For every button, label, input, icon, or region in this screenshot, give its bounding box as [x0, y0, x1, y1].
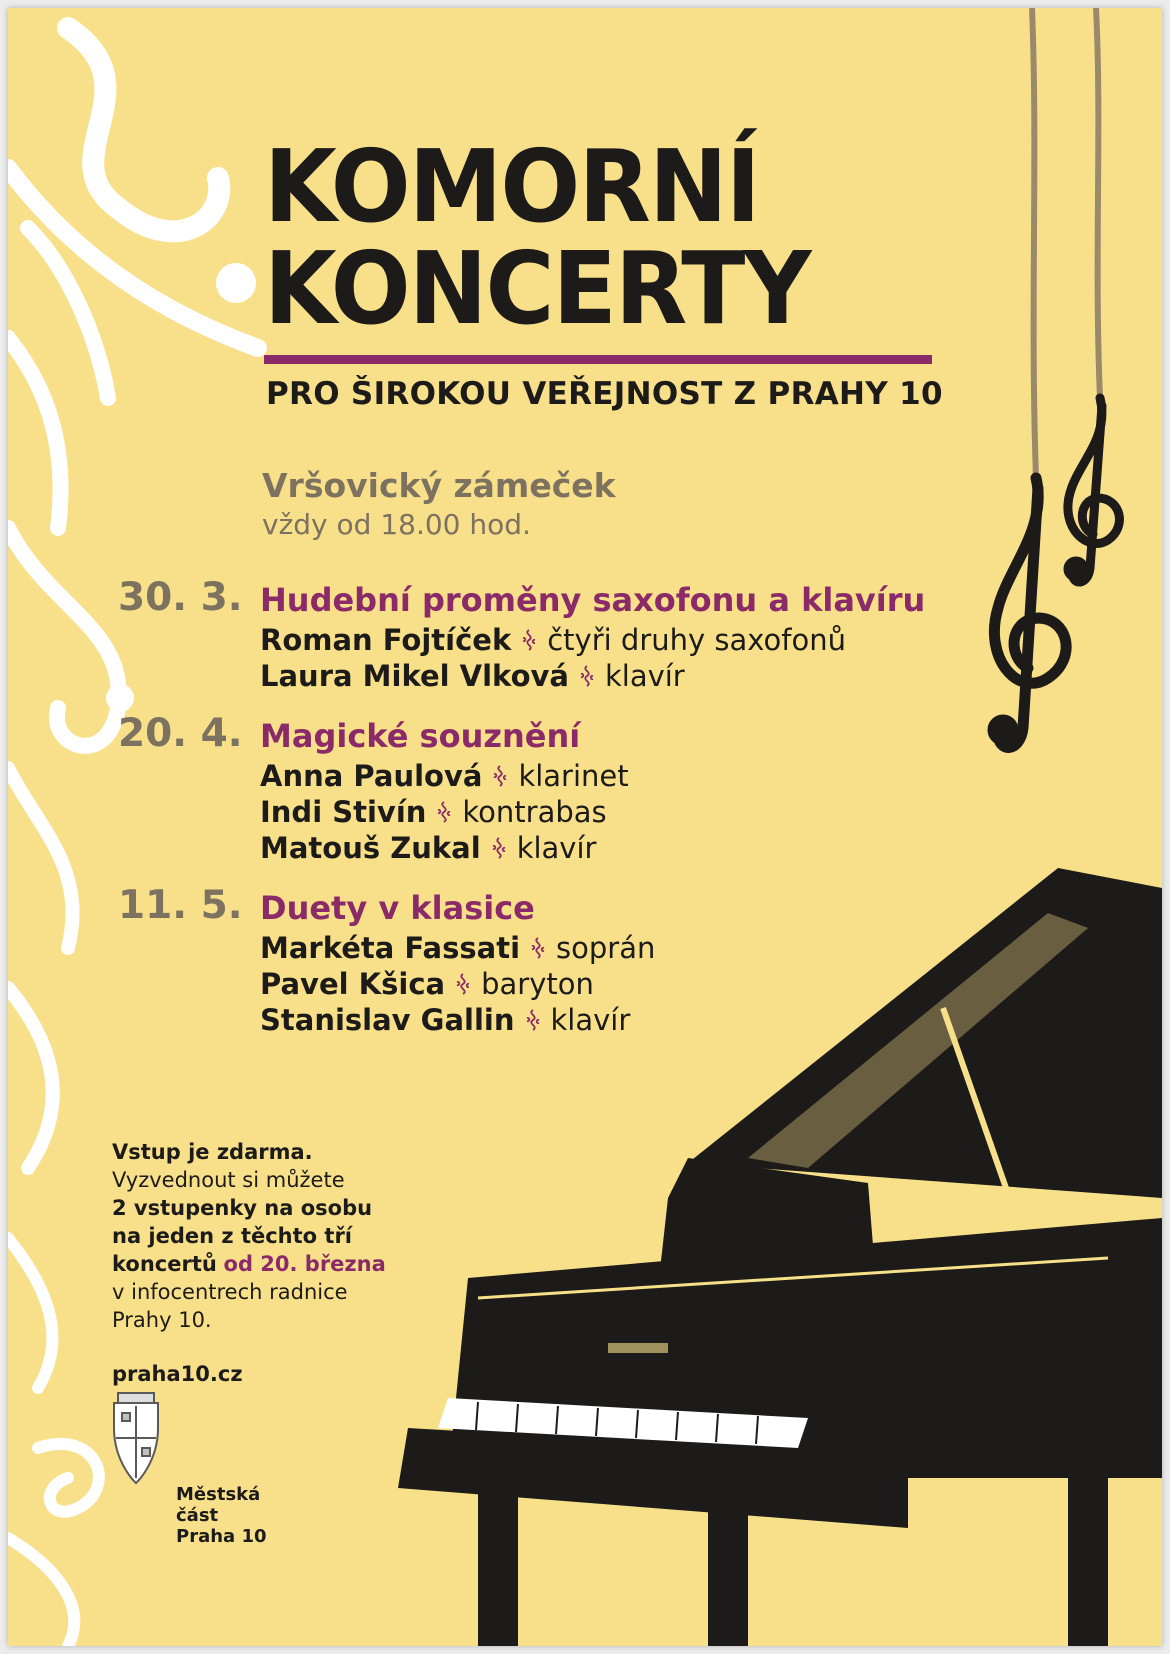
info-line: na jeden z těchto tří — [112, 1224, 352, 1248]
info-highlight-date: od 20. března — [223, 1252, 386, 1276]
performer-name: Anna Paulová — [260, 759, 483, 793]
title-underline — [264, 355, 932, 364]
performer-name: Roman Fojtíček — [260, 623, 512, 657]
district-line: Praha 10 — [176, 1526, 267, 1547]
ornament-flourish-icon — [517, 628, 541, 652]
performer-role: kontrabas — [462, 795, 607, 829]
performer-row — [260, 930, 655, 966]
concert-date: 20. 4. — [118, 711, 243, 756]
performer-role: klavír — [604, 659, 685, 693]
performer-row — [260, 658, 685, 694]
poster-title — [264, 128, 810, 347]
performer-name: Laura Mikel Vlková — [260, 659, 569, 693]
performer-name: Stanislav Gallin — [260, 1003, 515, 1037]
ticket-info — [112, 1138, 412, 1334]
performer-row — [260, 622, 846, 658]
district-line: část — [176, 1505, 219, 1526]
coat-of-arms-icon — [114, 1393, 158, 1483]
performer-name: Matouš Zukal — [260, 831, 481, 865]
concert-date: 11. 5. — [118, 883, 243, 928]
info-line: v infocentrech radnice — [112, 1280, 348, 1304]
performer-row — [260, 966, 594, 1002]
district-label — [176, 1484, 267, 1547]
ornament-flourish-icon — [432, 800, 456, 824]
flourish-dot — [106, 684, 134, 712]
info-line: Vyzvednout si můžete — [112, 1168, 345, 1192]
ornament-flourish-icon — [451, 972, 475, 996]
ornament-flourish-icon — [487, 836, 511, 860]
concert-date: 30. 3. — [118, 575, 243, 620]
venue-time: vždy od 18.00 hod. — [262, 508, 531, 541]
performer-role: klavír — [516, 831, 597, 865]
performer-row — [260, 758, 629, 794]
title-line-2: KONCERTY — [264, 230, 810, 347]
performer-row — [260, 1002, 630, 1038]
ornament-flourish-icon — [488, 764, 512, 788]
ornament-flourish-icon — [526, 936, 550, 960]
concert-title: Duety v klasice — [260, 889, 535, 927]
performer-role: baryton — [481, 967, 594, 1001]
title-line-1: KOMORNÍ — [264, 128, 759, 245]
info-line: Prahy 10. — [112, 1308, 212, 1332]
treble-clef-icon — [993, 478, 1066, 747]
hanging-ropes — [1032, 8, 1100, 478]
concert-title: Hudební proměny saxofonu a klavíru — [260, 581, 926, 619]
performer-role: klarinet — [518, 759, 629, 793]
venue-name: Vršovický zámeček — [262, 466, 616, 505]
performer-row — [260, 794, 607, 830]
performer-role: klavír — [550, 1003, 631, 1037]
performer-role: čtyři druhy saxofonů — [547, 623, 846, 657]
treble-clef-icon — [1068, 398, 1120, 582]
performer-row — [260, 830, 596, 866]
ornament-flourish-icon — [575, 664, 599, 688]
performer-name: Markéta Fassati — [260, 931, 521, 965]
info-line-free-entry: Vstup je zdarma. — [112, 1140, 313, 1164]
info-line: koncertů — [112, 1252, 217, 1276]
flourish-dot — [216, 263, 256, 303]
performer-role: soprán — [556, 931, 656, 965]
website-link[interactable]: praha10.cz — [112, 1362, 243, 1386]
concert-title: Magické souznění — [260, 717, 581, 755]
poster-subtitle: PRO ŠIROKOU VEŘEJNOST Z PRAHY 10 — [266, 376, 943, 412]
performer-name: Indi Stivín — [260, 795, 427, 829]
performer-name: Pavel Kšica — [260, 967, 446, 1001]
info-line: 2 vstupenky na osobu — [112, 1196, 373, 1220]
district-line: Městská — [176, 1484, 261, 1505]
concert-poster — [8, 8, 1162, 1646]
ornament-flourish-icon — [521, 1008, 545, 1032]
